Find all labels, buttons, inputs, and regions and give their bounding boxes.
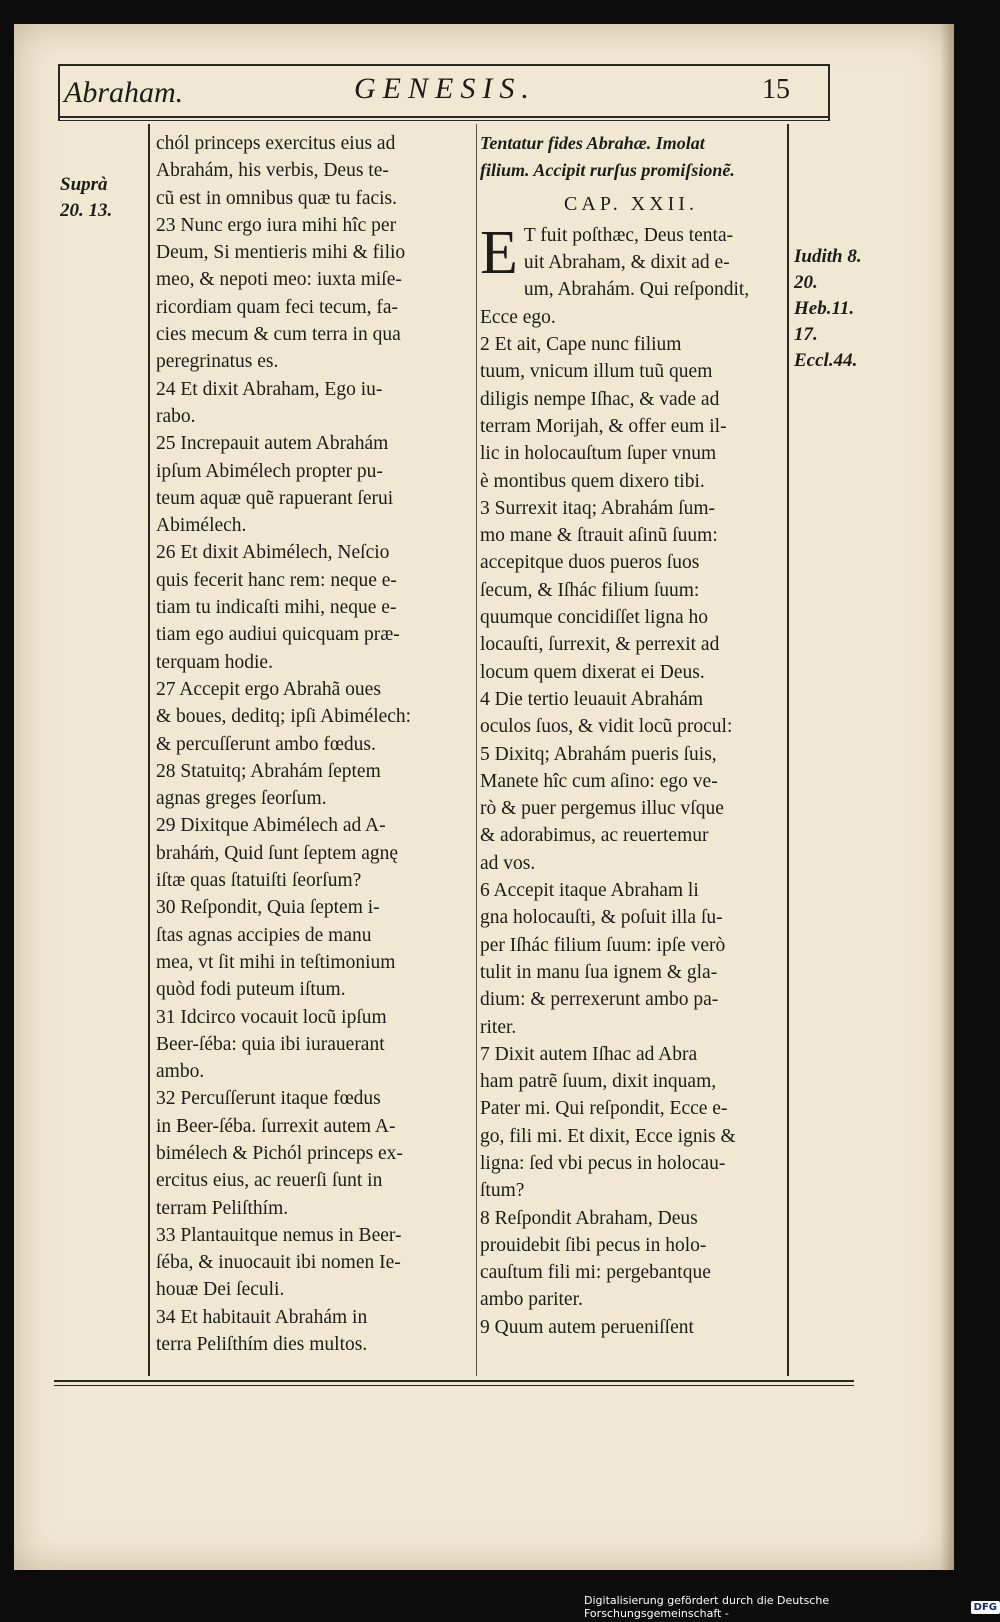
text-line: 26 Et dixit Abimélech, Neſcio [156, 542, 390, 564]
text-line: tuum, vnicum illum tuũ quem [480, 361, 713, 383]
text-line: lic in holocauſtum ſuper vnum [480, 443, 717, 465]
text-line: 6 Accepit itaque Abraham li [480, 880, 699, 902]
text-line: in Beer-ſéba. ſurrexit autem A- [156, 1115, 396, 1137]
text-line: 8 Reſpondit Abraham, Deus [480, 1207, 698, 1229]
text-line: accepitque duos pueros ſuos [480, 552, 700, 574]
text-line: 2 Et ait, Cape nunc filium [480, 334, 682, 356]
text-line: ambo. [156, 1061, 205, 1083]
header-rule [58, 116, 830, 118]
bottom-rule [54, 1380, 854, 1382]
bottom-rule-thin [54, 1385, 854, 1386]
text-line: bimélech & Pichól princeps ex- [156, 1142, 403, 1164]
header-rule-thin [58, 120, 830, 121]
text-line: ſecum, & Iſhác filium ſuum: [480, 579, 700, 601]
text-line: prouidebit ſibi pecus in holo- [480, 1234, 707, 1256]
text-line: ſéba, & inuocauit ibi nomen Ie- [156, 1252, 401, 1274]
text-line: 28 Statuitq; Abrahám ſeptem [156, 760, 381, 782]
text-line: ad vos. [480, 852, 536, 874]
text-line: braháṁ, Quid ſunt ſeptem agnę [156, 842, 399, 864]
text-line: ricordiam quam feci tecum, fa- [156, 296, 399, 318]
text-line: quis fecerit hanc rem: neque e- [156, 569, 397, 591]
text-line: locum quem dixerat ei Deus. [480, 661, 705, 683]
text-line: cũ est in omnibus quæ tu facis. [156, 187, 398, 209]
text-line: terram Morijah, & offer eum il- [480, 415, 727, 437]
text-line: ſtas agnas accipies de manu [156, 924, 372, 946]
text-line: 24 Et dixit Abraham, Ego iu- [156, 378, 383, 400]
chapter-summary-line: filium. Accipit rurſus promiſsionẽ. [480, 160, 735, 181]
text-line: teum aquæ quẽ rapuerant ſerui [156, 487, 394, 509]
margin-right-line: Iudith 8. [794, 246, 862, 267]
text-line: per Iſhác filium ſuum: ipſe verò [480, 934, 726, 956]
text-line: ligna: ſed vbi pecus in holocau- [480, 1152, 726, 1174]
page-number: 15 [762, 74, 790, 105]
text-line: meo, & nepoti meo: iuxta miſe- [156, 269, 402, 291]
text-line: 4 Die tertio leuauit Abrahám [480, 688, 704, 710]
drop-cap: E [480, 218, 518, 287]
text-line: go, fili mi. Et dixit, Ecce ignis & [480, 1125, 736, 1147]
text-line: & boues, deditq; ipſi Abimélech: [156, 706, 412, 728]
text-line: 32 Percuſſerunt itaque fœdus [156, 1088, 381, 1110]
text-line: Abrahám, his verbis, Deus te- [156, 160, 389, 182]
right-text-column [480, 130, 782, 1341]
text-line: 33 Plantauitque nemus in Beer- [156, 1224, 402, 1246]
margin-note-right [794, 244, 884, 374]
text-line: tulit in manu ſua ignem & gla- [480, 961, 718, 983]
chapter-summary-line: Tentatur fides Abrahæ. Imolat [480, 133, 705, 153]
text-line: 25 Increpauit autem Abrahám [156, 433, 389, 455]
text-line: terquam hodie. [156, 651, 273, 673]
text-line: ham patrẽ ſuum, dixit inquam, [480, 1071, 717, 1093]
text-line: quumque concidiſſet ligna ho [480, 607, 708, 629]
margin-right-line: Heb.11. [794, 298, 855, 319]
credit-text: Digitalisierung gefördert durch die Deutsche Forschungsgemeinschaft - [584, 1594, 830, 1620]
dfg-logo: DFG [971, 1601, 1000, 1614]
text-line: & percuſſerunt ambo fœdus. [156, 733, 376, 755]
text-line: è montibus quem dixero tibi. [480, 470, 705, 492]
text-line: diligis nempe Iſhac, & vade ad [480, 388, 720, 410]
text-line: ambo pariter. [480, 1289, 583, 1311]
text-line: terram Peliſthím. [156, 1197, 289, 1219]
text-line: 9 Quum autem perueniſſent [480, 1316, 694, 1338]
left-column-rule [148, 124, 150, 1376]
text-line: 27 Accepit ergo Abrahã oues [156, 678, 381, 700]
text-line: ercitus eius, ac reuerſi ſunt in [156, 1170, 383, 1192]
text-line: gna holocauſti, & poſuit illa ſu- [480, 907, 723, 929]
margin-right-line: Eccl.44. [794, 350, 858, 371]
margin-left-line: Suprà [60, 174, 108, 195]
text-line: cies mecum & cum terra in qua [156, 324, 401, 346]
text-line: T fuit poſthæc, Deus tenta- [523, 224, 734, 246]
text-line: uit Abraham, & dixit ad e- [523, 252, 730, 274]
right-column-rule [787, 124, 789, 1376]
text-line: & adorabimus, ac reuertemur [480, 825, 709, 847]
left-text-column [156, 130, 474, 1358]
text-line: Manete hîc cum aſino: ego ve- [480, 770, 718, 792]
text-line: 29 Dixitque Abimélech ad A- [156, 815, 386, 837]
text-line: houæ Dei ſeculi. [156, 1279, 285, 1301]
text-line: 34 Et habitauit Abrahám in [156, 1306, 368, 1328]
text-line: agnas greges ſeorſum. [156, 788, 327, 810]
text-line: ſtum? [480, 1180, 525, 1202]
chapter-opening [480, 218, 782, 304]
text-line: tiam ego audiui quicquam præ- [156, 624, 400, 646]
text-line: locauſti, ſurrexit, & perrexit ad [480, 634, 720, 656]
text-line: rabo. [156, 405, 196, 427]
text-line: ipſum Abimélech propter pu- [156, 460, 383, 482]
margin-right-line: 20. [794, 272, 818, 293]
right-outer-rule [828, 64, 830, 120]
top-rule [58, 64, 828, 66]
text-line: peregrinatus es. [156, 351, 279, 373]
chapter-heading: CAP. XXII. [564, 192, 698, 215]
book-page [14, 24, 954, 1570]
text-line: chól princeps exercitus eius ad [156, 133, 396, 154]
text-line: tiam tu indicaſti mihi, neque e- [156, 597, 397, 619]
text-line: cauſtum fili mi: pergebantque [480, 1262, 711, 1284]
text-line: mea, vt ſit mihi in teſtimonium [156, 951, 396, 973]
text-line: mo mane & ſtrauit aſinũ ſuum: [480, 525, 718, 547]
text-line: 23 Nunc ergo iura mihi hîc per [156, 214, 397, 236]
right-column-lines [480, 304, 782, 1341]
book-title: GENESIS. [354, 72, 536, 105]
text-line: Abimélech. [156, 515, 247, 537]
left-outer-rule [58, 64, 60, 120]
text-line: Pater mi. Qui reſpondit, Ecce e- [480, 1098, 728, 1120]
text-line: 30 Reſpondit, Quia ſeptem i- [156, 897, 380, 919]
text-line: oculos ſuos, & vidit locũ procul: [480, 716, 733, 738]
text-line: Deum, Si mentieris mihi & filio [156, 242, 406, 264]
text-line: um, Abrahám. Qui reſpondit, [523, 279, 750, 301]
text-line: 31 Idcirco vocauit locũ ipſum [156, 1006, 387, 1028]
margin-left-line: 20. 13. [60, 200, 113, 221]
text-line: rò & puer pergemus illuc vſque [480, 798, 724, 820]
center-column-rule [476, 124, 477, 1376]
running-head: Abraham. [64, 76, 184, 109]
text-line: riter. [480, 1016, 517, 1038]
margin-right-line: 17. [794, 324, 818, 345]
text-line: dium: & perrexerunt ambo pa- [480, 989, 719, 1011]
margin-note-left [60, 172, 146, 224]
text-line: 3 Surrexit itaq; Abrahám ſum- [480, 497, 716, 519]
text-line: Beer-ſéba: quia ibi iurauerant [156, 1033, 385, 1055]
text-line: 7 Dixit autem Iſhac ad Abra [480, 1043, 698, 1065]
text-line: terra Peliſthím dies multos. [156, 1334, 368, 1356]
text-line: quòd fodi puteum iſtum. [156, 979, 346, 1001]
text-line: Ecce ego. [480, 306, 556, 328]
digitization-credit [584, 1594, 1000, 1620]
text-line: iſtæ quas ſtatuiſti ſeorſum? [156, 870, 362, 892]
text-line: 5 Dixitq; Abrahám pueris ſuis, [480, 743, 717, 765]
